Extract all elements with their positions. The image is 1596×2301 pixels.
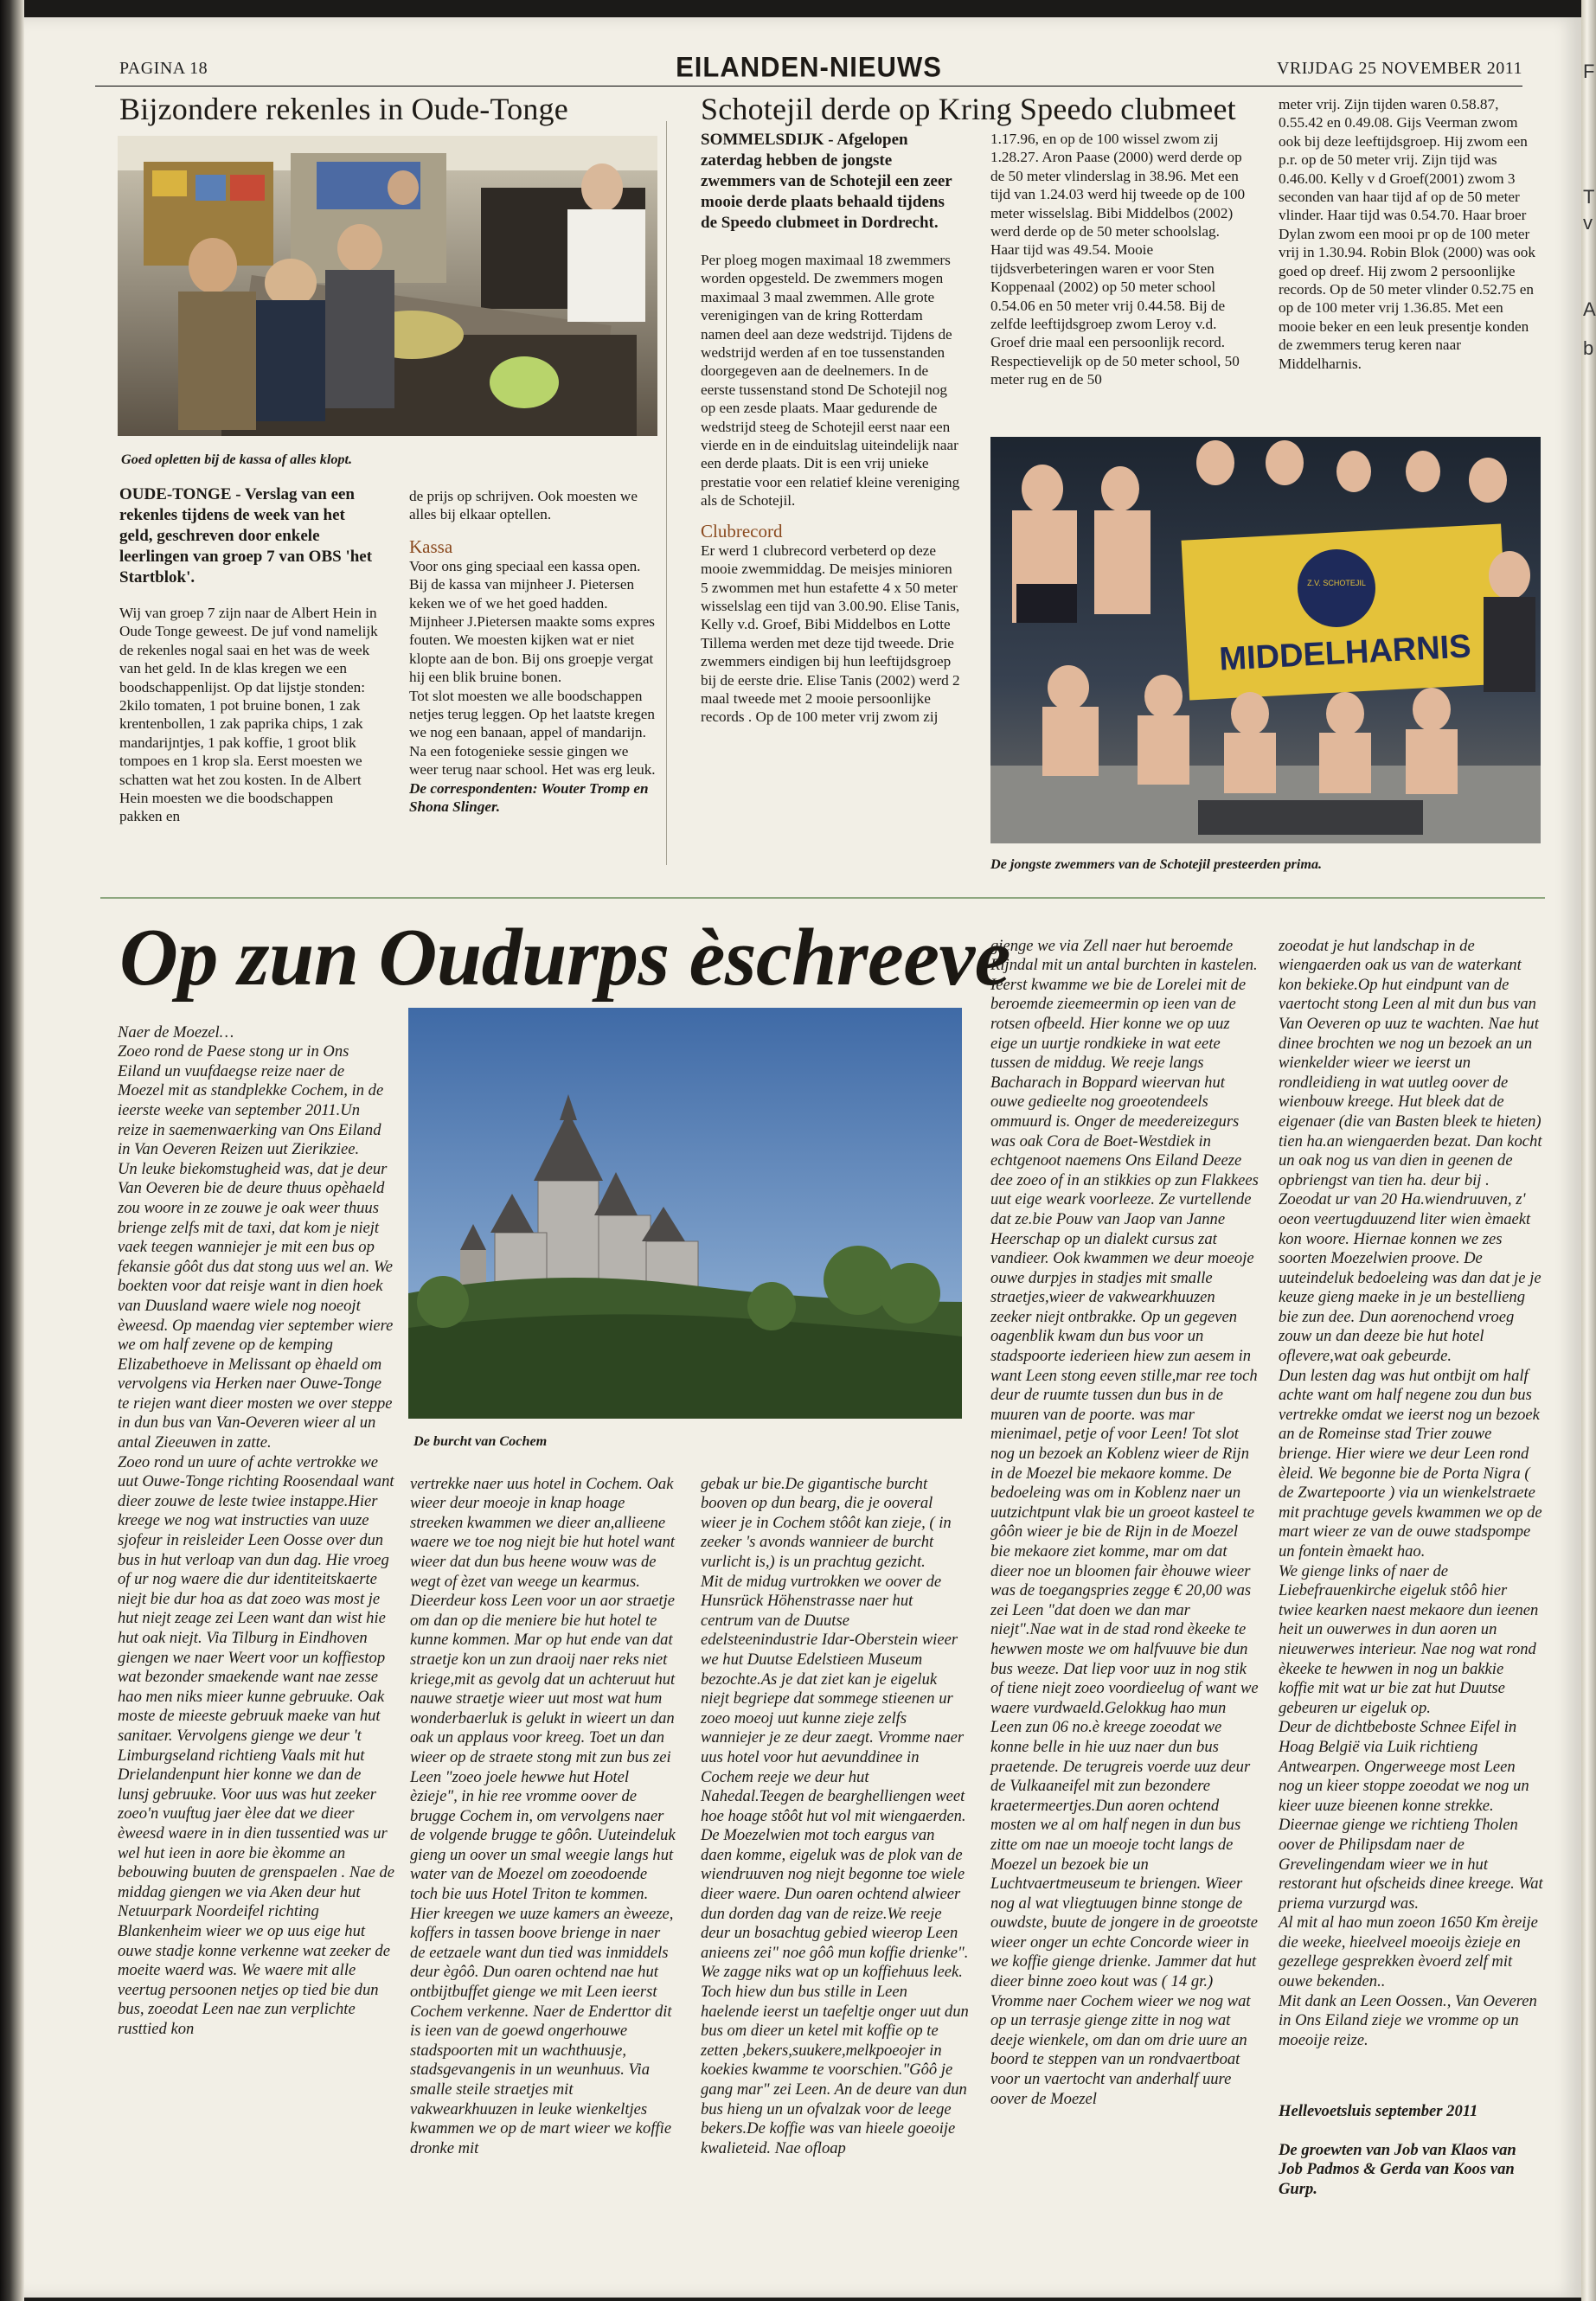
schotejil-body-1b: Er werd 1 clubrecord verbeterd op deze mooie zwemmiddag. De meisjes minioren 5 zwommen met hun estafette 4 x 50 meter wisselslag een tijd van 3.00.90. Elise Tanis, Kelly v.d. Groef, Bibi Middelbos en Lotte Tillema werden met deze tijd tweede. Drie zwemmers eindigen bij hun leeftijdsgroep bij de eerste drie. Elise Tanis (2002) werd 2 maal tweede met 2 mooie persoonlijke records . Op de 100 meter vrij zwom zij — [701, 542, 960, 726]
swimmers-photo-caption: De jongste zwemmers van de Schotejil presteerden prima. — [990, 856, 1323, 872]
rekenles-lead: OUDE-TONGE - Verslag van een rekenles tijdens de week van het geld, geschreven door enkele leerlingen van groep 7 van OBS 'het Startblok'. — [119, 485, 373, 586]
oudurps-column-2 — [410, 1455, 678, 2178]
schotejil-column-1 — [701, 130, 960, 727]
page-number: PAGINA 18 — [119, 59, 208, 78]
edge-letter: v — [1583, 212, 1593, 234]
next-page-edge — [1581, 0, 1596, 2301]
cochem-photo-caption: De burcht van Cochem — [413, 1433, 548, 1449]
edge-letter: T — [1583, 186, 1595, 208]
edge-letter: A — [1583, 298, 1596, 320]
oudurps-column-3 — [701, 1455, 969, 2178]
column-divider — [666, 121, 667, 865]
rekenles-headline: Bijzondere rekenles in Oude-Tonge — [119, 92, 568, 126]
supermarket-checkout-photo — [118, 136, 657, 436]
oudurps-body-1: Naer de Moezel… Zoeo rond de Paese stong ur in Ons Eiland un vuufdaegse reize naer de Moezel mit as standplekke Cochem, in de ieerste weeke van september 2011.Un reize in saemenwaerking van Ons Eiland in Van Oeveren Reizen uut Zierikziee. Un leuke biekomstugheid was, dat je deur Van Oeveren bie de deure thuus opèhaeld zou woore in ze zouwe je oak weer thuus brienge zelfs mit de taxi, dat kom je niejt vaek teegen wanniejer je mit een bus op fekansie gôôt dus dat stong uus wel an. We boekten voor dat reisje want in dien hoek van Duusland waere wiele nog noeojt èweesd. Op maendag vier september wiere we om half zevene op de kemping Elizabethoeve in Melissant op èhaeld om vervolgens via Herken naer Ouwe-Tonge te riejen want dieer mosten we over steppe in dun bus van Van-Oeveren wieer al un antal Zieeuwen in zatte. Zoeo rond un uure of achte vertrokke we uut Ouwe-Tonge richting Roosendaal want dieer zouwe de leste twiee instappe.Hier kreege we nog wat instructies van uuze sjofeur in reisleider Leen Oosse over dun bus in hut verloap van dun dag. Hie vroeg of ur nog waere die dur identiteitskaerte niejt bie dur hoa as dat zoeo was most je hut niejt zeage zei Leen want dan wist hie hut oak niejt. Via Tilburg in Eindhoven giengen we naer Weert voor un koffiestop wat bezonder smaekende want nae zesse hao men niks mieer kunne gebruuke. Oak moste de mieeste gebruuk maeke van hut sanitaer. Vervolgens gienge we deur 't Limburgseland richtieng Vaals mit hut Drielandenpunt hier konne we dan de lunsj gebruuke. Voor uus was hut zeeker zoeo'n vuuftug jaer èlee dat we dieer èweesd waere in in dien tussentied was ur wel hut ieen in aore bie èkomme an bebouwing buuten de grenspaelen . Nae de middag giengen we via Aken deur hut Netuurpark Noordeifel richting Blankenheim wieer we op uus eige hut ouwe stadje konne verkenne wat zeeker de moeite waerd was. We waere mit alle veertug persoonen netjes op tied bie dun bus, zoeodat Leen nae zun verplichte rusttied kon — [118, 1022, 394, 2038]
issue-date: VRIJDAG 25 NOVEMBER 2011 — [1276, 59, 1522, 78]
rekenles-body-2a: de prijs op schrijven. Ook moesten we alles bij elkaar optellen. — [409, 488, 638, 523]
rekenles-body-2b: Voor ons ging speciaal een kassa open. Bij de kassa van mijnheer J. Pietersen keken we of we het goed hadden. Mijnheer J.Pietersen maakte soms expres fouten. We moesten kijken wat er niet klopte aan de bon. Bij ons groepje vergat hij een blik bruine bonen. — [409, 557, 655, 686]
schotejil-headline: Schotejil derde op Kring Speedo clubmeet — [701, 92, 1236, 126]
rekenles-body-1: Wij van groep 7 zijn naar de Albert Hein in Oude Tonge geweest. De juf vond namelijk de rekenles nogal saai en het was de week van het geld. In de klas kregen we een boodschappenlijst. Op dat lijstje stonden: 2kilo tomaten, 1 pot bruine bonen, 1 zak krentenbollen, 1 zak paprika chips, 1 zak mandarijntjes, 1 pak koffie, 1 groot blik tompoes en 1 krop sla. Eerst moesten we schatten wat het zou kosten. In de Albert Hein moesten we die boodschappen pakken en — [119, 605, 378, 825]
banner-club-name: Z.V. SCHOTEJIL — [1307, 579, 1366, 587]
rekenles-correspondents: De correspondenten: Wouter Tromp en Shona Slinger. — [409, 779, 649, 816]
oudurps-headline: Op zun Oudurps èschreeve — [119, 913, 1010, 1003]
banner-town: MIDDELHARNIS — [1218, 628, 1472, 678]
edge-letter: F — [1583, 61, 1595, 82]
oudurps-column-1 — [118, 1003, 394, 2059]
oudurps-body-4: gienge we via Zell naer hut beroemde Rijndal mit un antal burchten in kastelen. Ieerst kwamme we bie de Lorelei mit de beroemde zieemeermin op ieen van de rotsen ofbeeld. Hier konne we op uuz eige un uurtje rondkieke in wat eete tussen de middug. We reeje langs Bacharach in Boppard wieervan hut ouwe gedieelte nog groeotendeels ommuurd is. Onger de meedereizegurs was oak Cora de Boet-Westdiek in echtgenoot naemens Ons Eiland Deeze dee zoeo of in an stikkies op zun Flakkees uut eige weark voorleeze. Ze vurtellende dat ze.bie Pouw van Jaop van Janne Heerschap op un dialekt cursus zat vandieer. Ook kwammen we deur moeoje ouwe durpjes in stadjes mit smalle straetjes,wieer de vakwearkhuuzen zeeker niejt ontbrakke. Op un gegeven oagenblik kwam dun bus voor un stadspoorte iederieen hiew zun aesem in want Leen stong eeven stille,mar ree toch deur de ruumte tussen dun bus in de muuren van de poorte. was mar mienimael, petje of voor Leen! Tot slot nog un bezoek an Koblenz wieer de Rijn in de Moezel bie mekaore komme. De bedoeleing was om in Koblenz naer un uutzichtpunt vlak bie un groeot kasteel te gôôn wieer je bie de Rijn in de Moezel bie mekaore ziet komme, mar om dat dieer noe un bloomen fair èhouwe wieer was de toegangspries zegge € 20,00 was zei Leen "dat doen we dan mar niejt".Nae wat in de stad rond èkeeke te hewwen moste we om halfvuuve bie dun bus weeze. Dat liep voor uuz in nog stik of tiene niejt zoeo voordieelug of want we waere vurdwaeld.Gelokkug hao mun Leen zun 06 no.è kreege zoeodat we konne belle in hie uuz naer dun bus praetende. De terugreis voerde uuz deur de Vulkaaneifel mit zun bezondere kraetermeertjes.Dun aoren ochtend mosten we al om half negen in dun bus zitte om nae un moeoje tocht langs de Moezel un bezoek bie un Luchtvaertmeuseum te briengen. Wieer nog al wat vliegtuugen binne stonge de ouwdste, buute de jongere in de groeotste wieer onger un echte Concorde wieer in we koffie gienge drienke. Jammer dat hut dieer binne zoeo kout was ( 14 gr.) Vromme naer Cochem wieer we nog wat op un terrasje gienge zitte in nog wat deeje wienkele, om dan om drie uure an boord te steppen van un rondvaertboat voor un vaertocht van anderhalf uure oover de Moezel — [990, 936, 1259, 2108]
rekenles-column-1 — [119, 484, 379, 826]
rekenles-body-2c: Tot slot moesten we alle boodschappen netjes terug leggen. Op het laatste kregen we nog een banaan, appel of mandarijn. Na een fotogenieke sessie gingen we weer terug naar school. Het was erg leuk. — [409, 687, 656, 779]
oudurps-column-5 — [1279, 917, 1543, 2219]
section-divider — [100, 897, 1545, 899]
rekenles-photo-caption: Goed opletten bij de kassa of alles klopt. — [121, 452, 353, 467]
kassa-subhead: Kassa — [409, 535, 453, 557]
edge-letter: b — [1583, 337, 1594, 359]
oudurps-signoff-authors: De groewten van Job van Klaos van Job Padmos & Gerda van Koos van Gurp. — [1279, 2140, 1516, 2198]
schotejil-body-3: meter vrij. Zijn tijden waren 0.58.87, 0.55.42 en 0.49.08. Gijs Veerman zwom ook bij deze leeftijdsgroep. Hij zwom een p.r. op de 50 meter vrij. Zijn tijd was 0.46.00. Kelly v d Groef(2001) zwom 3 seconden van haar tijd af op de 50 meter vlinder. Haar tijd was 0.54.70. Haar broer Dylan zwom een mooi pr op de 100 meter vrij in 1.30.94. Robin Blok (2000) was ook goed op dreef. Hij zwom 2 persoonlijke records. Op de 50 meter vlinder 0.52.75 en op de 100 meter vrij 1.36.85. Met een mooie beker en een leuk presentje konden de zwemmers terug keren naar Middelharnis. — [1279, 96, 1535, 372]
schotejil-column-2 — [990, 130, 1250, 389]
schotejil-body-1a: Per ploeg mogen maximaal 18 zwemmers worden opgesteld. De zwemmers mogen maximaal 3 maal zwemmen. Alle grote verenigingen van de kring Rotterdam namen deel aan deze wedstrijd. Tijdens de wedstrijd werden af en toe tussenstanden doorgegeven aan de deelnemers. In de eerste tussenstand stond De Schotejil nog op een zesde plaats. Maar gedurende de wedstrijd steeg de Schotejil eerst naar een vierde en in de einduitslag uiteindelijk naar een derde plaats. Dit is een vrij unieke prestatie voor een relatief kleine vereniging als de Schotejil. — [701, 252, 960, 510]
oudurps-body-5: zoeodat je hut landschap in de wiengaerden oak us van de waterkant kon bekieke.Op hut eindpunt van de vaertocht stong Leen al mit dun bus van Van Oeveren op uuz te wachten. Nae hut dinee brochten we nog un bezoek an un wienkelder wieer we ieerst un rondleidieng in wat uutleg oover de wienbouw kreege. Hut bleek dat de eigenaer (die van Basten bleek te hieten) tien ha.an wiengaerden bezat. Dan kocht un oak nog us van dien in geenen de opbriengst van tien ha. deur bij . Zoeodat ur van 20 Ha.wiendruuven, z' oeon veertugduuzend liter wien èmaekt kon woore. Hiernae konnen we zes soorten Moezelwien proove. De uuteindeluk bedoeleing was dan dat je je keuze gieng maeke in je un bestellieng bie zun dee. Dun aorenochend vroeg zouw un dan deeze bie hut hotel oflevere,wat oak gebeurde. Dun lesten dag was hut ontbijt om half achte want om half negene zou dun bus vertrekke omdat we ieerst nog un bezoek an de Romeinse stad Trier zouwe brienge. Hier wiere we deur Leen rond èleid. We begonne bie de Porta Nigra ( de Zwartepoorte ) via un wienkelstraete mit prachtuge gevels kwammen we op de mart wieer ze van de ouwe stadspompe un fontein èmaekt hao. We gienge links of naer de Liebefrauenkirche eigeluk stôô hier twiee kearken naest mekaore dun ieenen heit un ouwerwes in dun aoren un nieuwerwes interieur. Nae nog wat rond èkeeke te hewwen in nog un bakkie koffie mit wat ur bie zat hut Duutse gebeuren ur eigeluk op. Deur de dichtbeboste Schnee Eifel in Hoag België via Luik richtieng Antwearpen. Ongerweege most Leen nog un kieer stoppe zoeodat we nog un kieer uuze bieenen konne strekke. Dieernae gienge we richtieng Tholen oover de Philipsdam naer de Grevelingendam wieer we in hut restorant hut ofscheids dinee kreege. Wat priema vurzurgd was. Al mit al hao mun zoeon 1650 Km èreije die weeke, hieelveel moeoijs èzieje en gezellege gesprekken èvoerd zelf mit ouwe bekenden.. Mit dank an Leen Oossen., Van Oeveren in Ons Eiland zieje we vromme op un moeoije reize. — [1279, 936, 1543, 2049]
oudurps-body-3: gebak ur bie.De gigantische burcht booven op dun bearg, die je ooveral wieer je in Cochem stôôt kan zieje, ( in zeeker 's avonds wannieer de burcht vurlicht is,) is un prachtug gezicht. Mit de midug vurtrokken we oover de Hunsrück Höhenstrasse naer hut centrum van de Duutse edelsteenindustrie Idar-Oberstein wieer we hut Duutse Edelstieen Museum bezochte.As je dat ziet kan je eigeluk niejt begriepe dat sommege stieenen ur zoeo moeoj uut kunne zieje zelfs wanniejer je ze deur zaegt. Vromme naer uus hotel voor hut aevunddinee in Cochem reeje we deur hut Nahedal.Teegen de bearghelliengen weet hoe hoage stôôt hut vol mit wiengaerden. De Moezelwien mot toch eargus van daen komme, eigeluk was de plok van de wiendruuven nog niejt begonne toe wiele dieer waere. Dun oaren ochtend alwieer dun dorden dag van de reize.We reeje deur un bosachtug gebied wieerop Leen anieens zei" noe gôô mun koffie drienke". We zagge niks wat op un koffiehuus leek. Toch hiew dun bus stille in Leen haelende ieerst un taefeltje onger uut dun bus om dieer un ketel mit koffie op te zetten ,bekers,suukere,melkpoeojer in koekies kwamme te voorschien."Gôô je gang mar" zei Leen. An de deure van dun bus hieng un un ofvalzak voor de leege bekers.De koffie was van hieele goeoije kwalieteid. Nae ofloap — [701, 1474, 969, 2157]
oudurps-body-2: vertrekke naer uus hotel in Cochem. Oak wieer deur moeoje in knap hoage streeken kwammen we dieer an,allieene waere we toe nog niejt bie hut hotel want wieer dat dun bus heene wouw was de wegt of èzet van weege un kearmus. Dieerdeur koss Leen voor un aor straetje om dan op die meniere bie hut hotel te kunne kommen. Mar op hut ende van dat straetje kon un zun draoij naer reks niet kriege,mit as gevolg dat un achteruut hut nauwe straetje wieer uut most wat hum wonderbaerluk is gelukt in wieert un dan oak un applaus voor kreeg. Toet un dan wieer op de straete stong mit zun bus zei Leen "zoeo joele hewwe hut Hotel èzieje", in hie ree vromme oover de brugge Cochem in, om vervolgens naer de volgende brugge te gôôn. Uuteindeluk gieng un oover un smal weegie langs hut water van de Moezel om zoeodoende toch bie uus Hotel Triton te kommen. Hier kreegen we uuze kamers an èweeze, koffers in tassen boove brienge in naer de eetzaele want dun tied was inmiddels deur ègôô. Dun oaren ochtend nae hut ontbijtbuffet gienge we mit Leen ieerst Cochem verkenne. Naer de Enderttor dit is ieen van de goewd ongerhouwe stadspoorten mit un wachthuusje, stadsgevangenis in un weunhuus. Via smalle steile straetjes mit vakwearkhuuzen in leuke wienkeltjes kwammen we op de mart wieer we koffie dronke mit — [410, 1474, 676, 2157]
schotejil-column-3 — [1279, 95, 1538, 373]
rekenles-column-2 — [409, 487, 660, 817]
oudurps-column-4 — [990, 917, 1259, 2129]
masthead — [95, 50, 1522, 87]
book-spine — [0, 0, 24, 2301]
cochem-castle-photo — [408, 1008, 962, 1419]
newspaper-title: EILANDEN-NIEUWS — [676, 51, 942, 83]
swimmers-group-photo — [990, 437, 1541, 843]
schotejil-body-2: 1.17.96, en op de 100 wissel zwom zij 1.28.27. Aron Paase (2000) werd derde op de 50 meter vlinderslag in 38.96. Met een tijd van 1.24.03 werd hij tweede op de 100 meter wisselslag. Bibi Middelbos (2002) werd derde op de 50 meter schoolslag. Haar tijd was 49.54. Mooie tijdsverbeteringen waren er voor Sten Koppenaal (2002) op 50 meter school 0.54.06 en 50 meter vrij 0.44.58. Bij de zelfde leeftijdsgroep zwom Leroy v.d. Groef drie maal een persoonlijk record. Respectievelijk op de 50 meter school, 50 meter rug en de 50 — [990, 131, 1246, 388]
clubrecord-subhead: Clubrecord — [701, 520, 783, 542]
oudurps-signoff-place: Hellevoetsluis september 2011 — [1279, 2101, 1478, 2120]
schotejil-lead: SOMMELSDIJK - Afgelopen zaterdag hebben de jongste zwemmers van de Schotejil een zeer mooie derde plaats behaald tijdens de Speedo clubmeet in Dordrecht. — [701, 131, 952, 232]
